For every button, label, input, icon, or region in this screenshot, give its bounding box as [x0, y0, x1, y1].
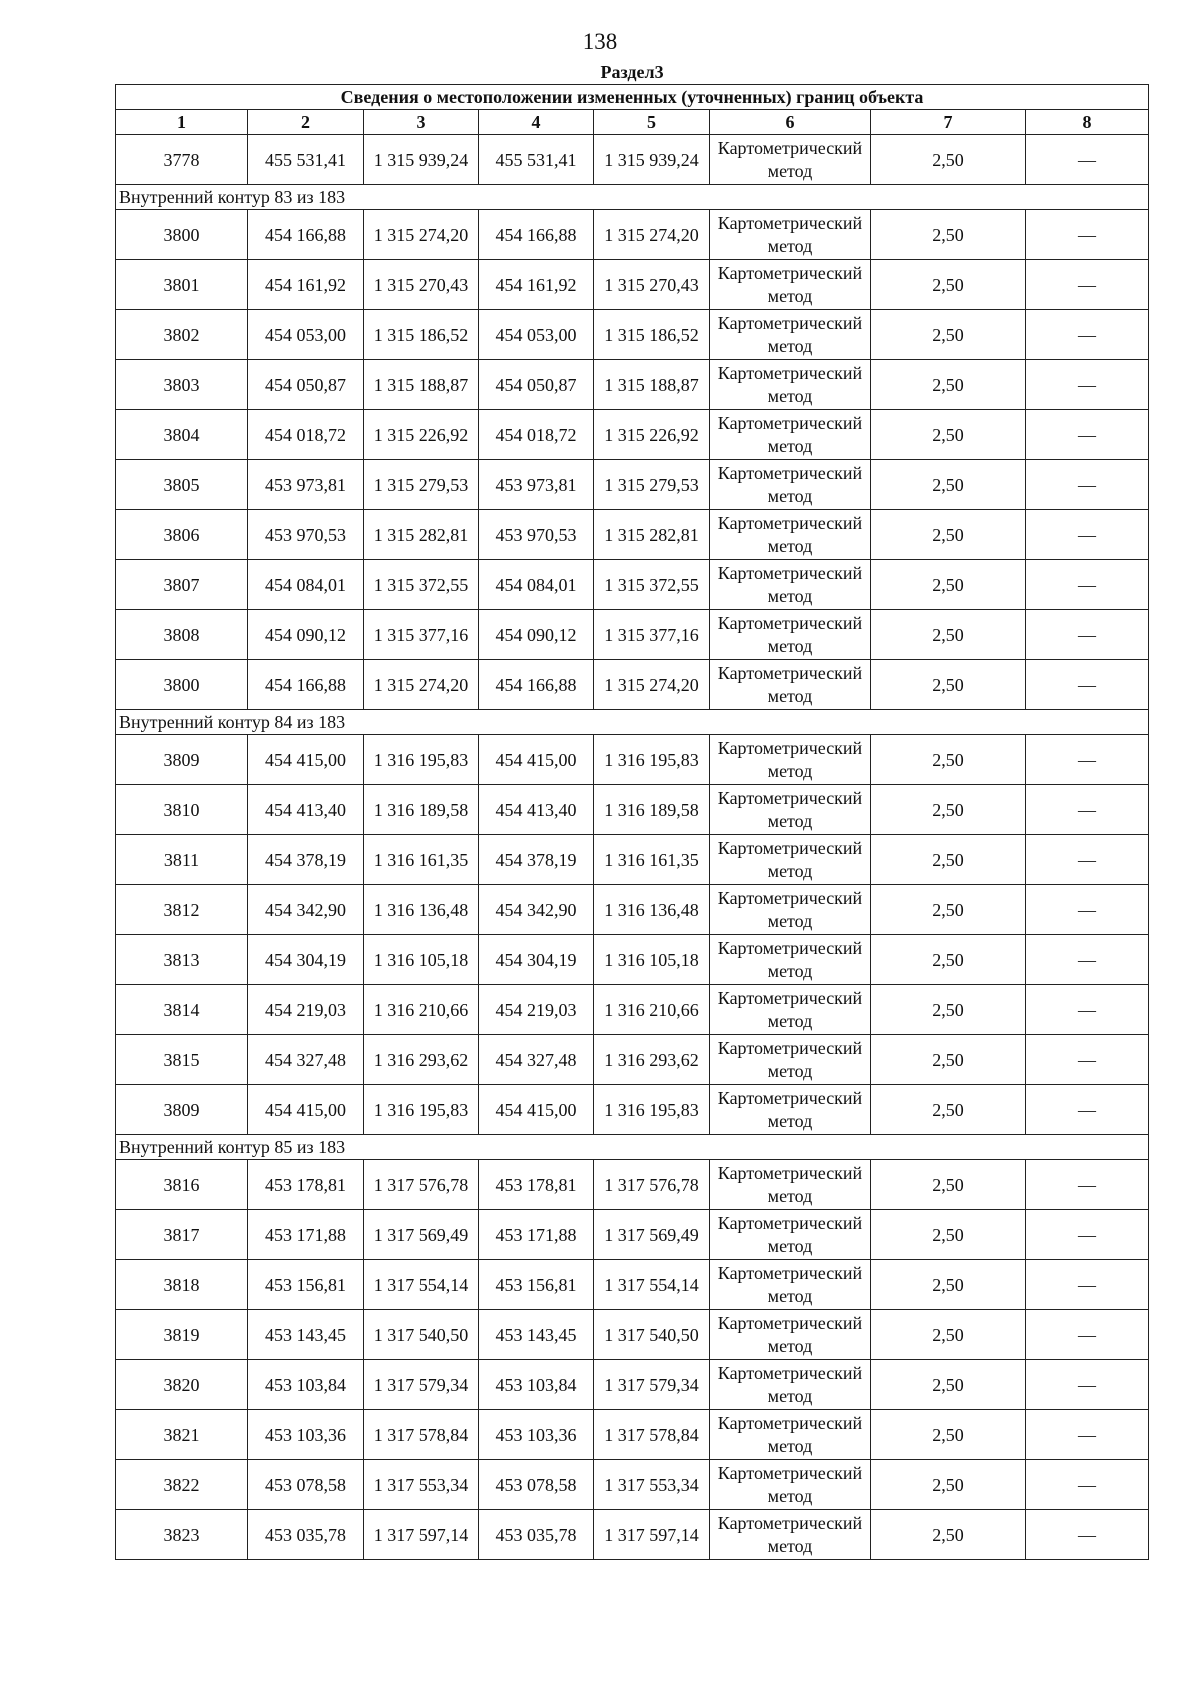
contour-label: Внутренний контур 85 из 183: [116, 1135, 1149, 1160]
y-new-cell: 1 316 136,48: [594, 885, 710, 935]
table-row: [116, 1035, 1149, 1085]
x-new-cell: 453 035,78: [479, 1510, 594, 1560]
accuracy-cell: 2,50: [871, 1460, 1026, 1510]
y-old-cell: 1 317 576,78: [364, 1160, 479, 1210]
point-number-cell: 3811: [116, 835, 248, 885]
y-new-cell: 1 315 274,20: [594, 660, 710, 710]
x-new-cell: 454 166,88: [479, 660, 594, 710]
method-cell: Картометрический метод: [710, 660, 871, 710]
accuracy-cell: 2,50: [871, 410, 1026, 460]
y-new-cell: 1 316 293,62: [594, 1035, 710, 1085]
y-new-cell: 1 317 540,50: [594, 1310, 710, 1360]
accuracy-cell: 2,50: [871, 835, 1026, 885]
description-cell: —: [1026, 1410, 1149, 1460]
contour-header-row: [116, 185, 1149, 210]
accuracy-cell: 2,50: [871, 260, 1026, 310]
description-cell: —: [1026, 1260, 1149, 1310]
section-title: Раздел3: [600, 62, 664, 82]
y-new-cell: 1 317 576,78: [594, 1160, 710, 1210]
x-old-cell: 454 327,48: [248, 1035, 364, 1085]
x-new-cell: 454 378,19: [479, 835, 594, 885]
x-old-cell: 454 219,03: [248, 985, 364, 1035]
description-cell: —: [1026, 510, 1149, 560]
y-old-cell: 1 315 939,24: [364, 135, 479, 185]
description-cell: —: [1026, 460, 1149, 510]
description-cell: —: [1026, 310, 1149, 360]
accuracy-cell: 2,50: [871, 1260, 1026, 1310]
table-row: [116, 1410, 1149, 1460]
column-number: 3: [364, 110, 479, 135]
accuracy-cell: 2,50: [871, 985, 1026, 1035]
accuracy-cell: 2,50: [871, 510, 1026, 560]
description-cell: —: [1026, 660, 1149, 710]
method-cell: Картометрический метод: [710, 1260, 871, 1310]
table-row: [116, 560, 1149, 610]
x-new-cell: 453 143,45: [479, 1310, 594, 1360]
column-number: 6: [710, 110, 871, 135]
column-number: 2: [248, 110, 364, 135]
y-old-cell: 1 317 554,14: [364, 1260, 479, 1310]
method-cell: Картометрический метод: [710, 210, 871, 260]
x-new-cell: 454 053,00: [479, 310, 594, 360]
method-cell: Картометрический метод: [710, 735, 871, 785]
y-new-cell: 1 315 279,53: [594, 460, 710, 510]
table-row: [116, 310, 1149, 360]
description-cell: —: [1026, 410, 1149, 460]
x-new-cell: 453 156,81: [479, 1260, 594, 1310]
x-new-cell: 454 327,48: [479, 1035, 594, 1085]
y-old-cell: 1 315 282,81: [364, 510, 479, 560]
y-new-cell: 1 317 553,34: [594, 1460, 710, 1510]
table-row: [116, 1085, 1149, 1135]
x-new-cell: 453 103,36: [479, 1410, 594, 1460]
accuracy-cell: 2,50: [871, 935, 1026, 985]
x-old-cell: 454 090,12: [248, 610, 364, 660]
y-old-cell: 1 315 186,52: [364, 310, 479, 360]
y-old-cell: 1 316 293,62: [364, 1035, 479, 1085]
accuracy-cell: 2,50: [871, 1510, 1026, 1560]
y-old-cell: 1 316 161,35: [364, 835, 479, 885]
point-number-cell: 3818: [116, 1260, 248, 1310]
method-cell: Картометрический метод: [710, 260, 871, 310]
column-number: 8: [1026, 110, 1149, 135]
x-new-cell: 454 166,88: [479, 210, 594, 260]
x-new-cell: 453 973,81: [479, 460, 594, 510]
method-cell: Картометрический метод: [710, 410, 871, 460]
description-cell: —: [1026, 610, 1149, 660]
y-new-cell: 1 317 597,14: [594, 1510, 710, 1560]
description-cell: —: [1026, 1310, 1149, 1360]
method-cell: Картометрический метод: [710, 1210, 871, 1260]
y-new-cell: 1 317 569,49: [594, 1210, 710, 1260]
method-cell: Картометрический метод: [710, 135, 871, 185]
point-number-cell: 3817: [116, 1210, 248, 1260]
point-number-cell: 3821: [116, 1410, 248, 1460]
point-number-cell: 3803: [116, 360, 248, 410]
y-old-cell: 1 317 553,34: [364, 1460, 479, 1510]
x-old-cell: 454 415,00: [248, 1085, 364, 1135]
point-number-cell: 3820: [116, 1360, 248, 1410]
accuracy-cell: 2,50: [871, 660, 1026, 710]
column-number: 1: [116, 110, 248, 135]
table-row: [116, 1260, 1149, 1310]
x-old-cell: 454 050,87: [248, 360, 364, 410]
y-old-cell: 1 317 579,34: [364, 1360, 479, 1410]
accuracy-cell: 2,50: [871, 785, 1026, 835]
table-row: [116, 785, 1149, 835]
description-cell: —: [1026, 260, 1149, 310]
description-cell: —: [1026, 885, 1149, 935]
method-cell: Картометрический метод: [710, 310, 871, 360]
method-cell: Картометрический метод: [710, 1085, 871, 1135]
description-cell: —: [1026, 1210, 1149, 1260]
accuracy-cell: 2,50: [871, 560, 1026, 610]
method-cell: Картометрический метод: [710, 1510, 871, 1560]
description-cell: —: [1026, 835, 1149, 885]
description-cell: —: [1026, 1035, 1149, 1085]
x-old-cell: 453 970,53: [248, 510, 364, 560]
y-old-cell: 1 315 274,20: [364, 660, 479, 710]
y-new-cell: 1 316 161,35: [594, 835, 710, 885]
x-new-cell: 454 050,87: [479, 360, 594, 410]
table-row: [116, 835, 1149, 885]
x-new-cell: 453 171,88: [479, 1210, 594, 1260]
x-new-cell: 454 018,72: [479, 410, 594, 460]
table-row: [116, 610, 1149, 660]
point-number-cell: 3812: [116, 885, 248, 935]
column-number: 5: [594, 110, 710, 135]
x-new-cell: 453 078,58: [479, 1460, 594, 1510]
y-new-cell: 1 315 274,20: [594, 210, 710, 260]
method-cell: Картометрический метод: [710, 610, 871, 660]
table-row: [116, 360, 1149, 410]
point-number-cell: 3802: [116, 310, 248, 360]
x-old-cell: 453 973,81: [248, 460, 364, 510]
method-cell: Картометрический метод: [710, 885, 871, 935]
section-title-row: [116, 60, 1149, 85]
x-new-cell: 454 084,01: [479, 560, 594, 610]
x-old-cell: 454 304,19: [248, 935, 364, 985]
accuracy-cell: 2,50: [871, 735, 1026, 785]
table-row: [116, 210, 1149, 260]
contour-header-row: [116, 710, 1149, 735]
y-new-cell: 1 315 282,81: [594, 510, 710, 560]
table-row: [116, 1210, 1149, 1260]
y-old-cell: 1 317 540,50: [364, 1310, 479, 1360]
description-cell: —: [1026, 785, 1149, 835]
method-cell: Картометрический метод: [710, 1310, 871, 1360]
x-old-cell: 454 053,00: [248, 310, 364, 360]
accuracy-cell: 2,50: [871, 1160, 1026, 1210]
method-cell: Картометрический метод: [710, 360, 871, 410]
y-new-cell: 1 316 105,18: [594, 935, 710, 985]
point-number-cell: 3813: [116, 935, 248, 985]
description-cell: —: [1026, 1085, 1149, 1135]
method-cell: Картометрический метод: [710, 1035, 871, 1085]
y-old-cell: 1 315 188,87: [364, 360, 479, 410]
table-row: [116, 510, 1149, 560]
accuracy-cell: 2,50: [871, 460, 1026, 510]
y-new-cell: 1 315 377,16: [594, 610, 710, 660]
x-new-cell: 454 304,19: [479, 935, 594, 985]
description-cell: —: [1026, 935, 1149, 985]
description-cell: —: [1026, 735, 1149, 785]
y-new-cell: 1 315 188,87: [594, 360, 710, 410]
contour-header-row: [116, 1135, 1149, 1160]
accuracy-cell: 2,50: [871, 1035, 1026, 1085]
y-old-cell: 1 315 279,53: [364, 460, 479, 510]
method-cell: Картометрический метод: [710, 560, 871, 610]
y-new-cell: 1 316 195,83: [594, 1085, 710, 1135]
y-new-cell: 1 316 189,58: [594, 785, 710, 835]
table-body: [116, 60, 1149, 1560]
accuracy-cell: 2,50: [871, 610, 1026, 660]
method-cell: Картометрический метод: [710, 985, 871, 1035]
accuracy-cell: 2,50: [871, 310, 1026, 360]
point-number-cell: 3810: [116, 785, 248, 835]
table-row: [116, 1360, 1149, 1410]
y-old-cell: 1 315 270,43: [364, 260, 479, 310]
table-row: [116, 1460, 1149, 1510]
y-old-cell: 1 315 226,92: [364, 410, 479, 460]
x-new-cell: 454 161,92: [479, 260, 594, 310]
description-cell: —: [1026, 1160, 1149, 1210]
x-old-cell: 453 078,58: [248, 1460, 364, 1510]
table-caption-row: [116, 85, 1149, 110]
page-number: 138: [582, 29, 618, 54]
accuracy-cell: 2,50: [871, 1310, 1026, 1360]
table-row: [116, 1510, 1149, 1560]
y-new-cell: 1 315 186,52: [594, 310, 710, 360]
point-number-cell: 3809: [116, 735, 248, 785]
table-row: [116, 985, 1149, 1035]
column-number: 7: [871, 110, 1026, 135]
accuracy-cell: 2,50: [871, 1210, 1026, 1260]
point-number-cell: 3809: [116, 1085, 248, 1135]
y-new-cell: 1 317 579,34: [594, 1360, 710, 1410]
y-old-cell: 1 316 195,83: [364, 1085, 479, 1135]
x-old-cell: 453 156,81: [248, 1260, 364, 1310]
y-new-cell: 1 316 195,83: [594, 735, 710, 785]
x-old-cell: 453 035,78: [248, 1510, 364, 1560]
point-number-cell: 3800: [116, 660, 248, 710]
accuracy-cell: 2,50: [871, 1360, 1026, 1410]
y-old-cell: 1 316 189,58: [364, 785, 479, 835]
x-old-cell: 454 084,01: [248, 560, 364, 610]
x-old-cell: 454 413,40: [248, 785, 364, 835]
point-number-cell: 3800: [116, 210, 248, 260]
y-old-cell: 1 316 210,66: [364, 985, 479, 1035]
point-number-cell: 3806: [116, 510, 248, 560]
y-old-cell: 1 315 377,16: [364, 610, 479, 660]
y-new-cell: 1 317 554,14: [594, 1260, 710, 1310]
point-number-cell: 3823: [116, 1510, 248, 1560]
y-new-cell: 1 316 210,66: [594, 985, 710, 1035]
x-old-cell: 454 018,72: [248, 410, 364, 460]
x-new-cell: 454 219,03: [479, 985, 594, 1035]
y-old-cell: 1 316 195,83: [364, 735, 479, 785]
y-old-cell: 1 317 597,14: [364, 1510, 479, 1560]
table-row: [116, 460, 1149, 510]
x-old-cell: 453 103,84: [248, 1360, 364, 1410]
table-row: [116, 935, 1149, 985]
x-new-cell: 454 342,90: [479, 885, 594, 935]
y-old-cell: 1 317 569,49: [364, 1210, 479, 1260]
x-new-cell: 453 103,84: [479, 1360, 594, 1410]
accuracy-cell: 2,50: [871, 135, 1026, 185]
method-cell: Картометрический метод: [710, 510, 871, 560]
table-row: [116, 660, 1149, 710]
contour-label: Внутренний контур 84 из 183: [116, 710, 1149, 735]
method-cell: Картометрический метод: [710, 1360, 871, 1410]
table-row: [116, 260, 1149, 310]
point-number-cell: 3805: [116, 460, 248, 510]
point-number-cell: 3801: [116, 260, 248, 310]
table-caption: Сведения о местоположении измененных (уточненных) границ объекта: [116, 85, 1149, 110]
point-number-cell: 3808: [116, 610, 248, 660]
accuracy-cell: 2,50: [871, 210, 1026, 260]
description-cell: —: [1026, 210, 1149, 260]
table-row: [116, 1160, 1149, 1210]
y-new-cell: 1 315 270,43: [594, 260, 710, 310]
table-row: [116, 885, 1149, 935]
x-old-cell: 453 103,36: [248, 1410, 364, 1460]
x-new-cell: 454 413,40: [479, 785, 594, 835]
x-old-cell: 453 171,88: [248, 1210, 364, 1260]
accuracy-cell: 2,50: [871, 885, 1026, 935]
point-number-cell: 3778: [116, 135, 248, 185]
table-row: [116, 1310, 1149, 1360]
description-cell: —: [1026, 1510, 1149, 1560]
method-cell: Картометрический метод: [710, 460, 871, 510]
method-cell: Картометрический метод: [710, 835, 871, 885]
x-new-cell: 454 090,12: [479, 610, 594, 660]
x-old-cell: 454 166,88: [248, 660, 364, 710]
method-cell: Картометрический метод: [710, 1410, 871, 1460]
x-new-cell: 454 415,00: [479, 1085, 594, 1135]
y-old-cell: 1 316 136,48: [364, 885, 479, 935]
method-cell: Картометрический метод: [710, 1460, 871, 1510]
point-number-cell: 3819: [116, 1310, 248, 1360]
x-new-cell: 455 531,41: [479, 135, 594, 185]
description-cell: —: [1026, 560, 1149, 610]
table-row: [116, 410, 1149, 460]
x-old-cell: 454 161,92: [248, 260, 364, 310]
table-row: [116, 135, 1149, 185]
boundary-coordinates-table: [115, 60, 1149, 1560]
y-new-cell: 1 315 372,55: [594, 560, 710, 610]
x-old-cell: 453 178,81: [248, 1160, 364, 1210]
description-cell: —: [1026, 360, 1149, 410]
x-new-cell: 454 415,00: [479, 735, 594, 785]
x-new-cell: 453 178,81: [479, 1160, 594, 1210]
column-number-row: [116, 110, 1149, 135]
description-cell: —: [1026, 1360, 1149, 1410]
point-number-cell: 3815: [116, 1035, 248, 1085]
description-cell: —: [1026, 1460, 1149, 1510]
x-old-cell: 454 342,90: [248, 885, 364, 935]
method-cell: Картометрический метод: [710, 935, 871, 985]
method-cell: Картометрический метод: [710, 785, 871, 835]
method-cell: Картометрический метод: [710, 1160, 871, 1210]
y-new-cell: 1 315 226,92: [594, 410, 710, 460]
point-number-cell: 3807: [116, 560, 248, 610]
accuracy-cell: 2,50: [871, 1085, 1026, 1135]
y-old-cell: 1 315 372,55: [364, 560, 479, 610]
point-number-cell: 3804: [116, 410, 248, 460]
point-number-cell: 3816: [116, 1160, 248, 1210]
column-number: 4: [479, 110, 594, 135]
x-old-cell: 454 415,00: [248, 735, 364, 785]
description-cell: —: [1026, 135, 1149, 185]
x-old-cell: 454 166,88: [248, 210, 364, 260]
y-old-cell: 1 316 105,18: [364, 935, 479, 985]
y-new-cell: 1 317 578,84: [594, 1410, 710, 1460]
x-new-cell: 453 970,53: [479, 510, 594, 560]
x-old-cell: 454 378,19: [248, 835, 364, 885]
point-number-cell: 3822: [116, 1460, 248, 1510]
accuracy-cell: 2,50: [871, 1410, 1026, 1460]
x-old-cell: 453 143,45: [248, 1310, 364, 1360]
y-old-cell: 1 317 578,84: [364, 1410, 479, 1460]
y-old-cell: 1 315 274,20: [364, 210, 479, 260]
accuracy-cell: 2,50: [871, 360, 1026, 410]
point-number-cell: 3814: [116, 985, 248, 1035]
contour-label: Внутренний контур 83 из 183: [116, 185, 1149, 210]
table-row: [116, 735, 1149, 785]
x-old-cell: 455 531,41: [248, 135, 364, 185]
y-new-cell: 1 315 939,24: [594, 135, 710, 185]
description-cell: —: [1026, 985, 1149, 1035]
